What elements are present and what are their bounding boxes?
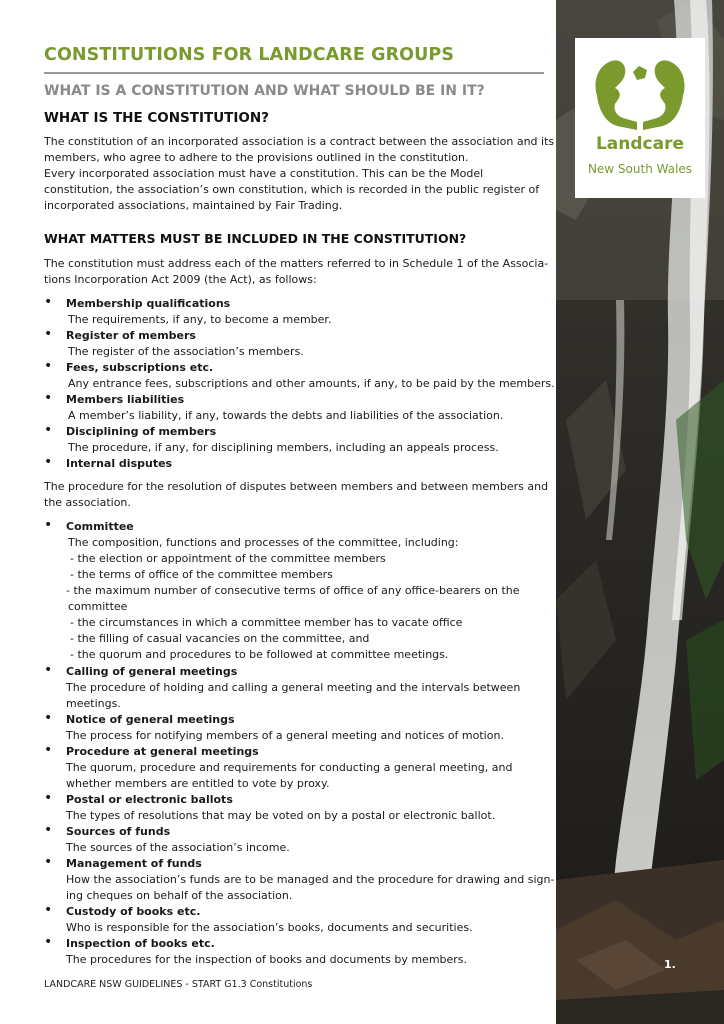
bullet-icon: •	[44, 294, 53, 310]
item-description: The types of resolutions that may be voted on by a postal or electronic ballot.	[66, 809, 496, 822]
item-description: Any entrance fees, subscriptions and other amounts, if any, to be paid by the members.	[68, 377, 555, 390]
bullet-icon: •	[44, 934, 53, 950]
item-label: Internal disputes	[66, 457, 173, 470]
item-label: Register of members	[66, 329, 196, 342]
committee-point: - the filling of casual vacancies on the committee, and	[70, 632, 370, 645]
item-label: Members liabilities	[66, 393, 185, 406]
item-label: Notice of general meetings	[66, 713, 235, 726]
paragraph-line: constitution, the association’s own constitution, which is recorded in the public register of	[44, 183, 540, 196]
item-description: The process for notifying members of a general meeting and notices of motion.	[66, 729, 504, 742]
paragraph-line: tions Incorporation Act 2009 (the Act), as follows:	[44, 273, 317, 286]
bullet-icon: •	[44, 517, 53, 533]
page-footer: LANDCARE NSW GUIDELINES - START G1.3 Constitutions	[44, 979, 313, 990]
committee-point: - the election or appointment of the committee members	[70, 552, 386, 565]
bullet-icon: •	[44, 326, 53, 342]
item-description: The quorum, procedure and requirements for conducting a general meeting, and	[66, 761, 513, 774]
item-description: whether members are entitled to vote by proxy.	[66, 777, 330, 790]
item-label: Committee	[66, 520, 134, 533]
item-description: The requirements, if any, to become a member.	[68, 313, 332, 326]
section-heading-what-is: WHAT IS THE CONSTITUTION?	[44, 110, 270, 126]
bullet-icon: •	[44, 822, 53, 838]
bullet-icon: •	[44, 662, 53, 678]
paragraph-line: The constitution of an incorporated association is a contract between the association and its	[44, 135, 555, 148]
item-description: A member’s liability, if any, towards the debts and liabilities of the association.	[68, 409, 504, 422]
paragraph-line: Every incorporated association must have a constitution. This can be the Model	[44, 167, 484, 180]
item-label: Management of funds	[66, 857, 202, 870]
page-subtitle: WHAT IS A CONSTITUTION AND WHAT SHOULD BE IN IT?	[44, 83, 485, 99]
bullet-icon: •	[44, 358, 53, 374]
item-description: The procedure of holding and calling a general meeting and the intervals between	[66, 681, 521, 694]
disputes-paragraph	[44, 479, 549, 511]
item-description: The procedure, if any, for disciplining members, including an appeals process.	[68, 441, 499, 454]
bullet-icon: •	[44, 790, 53, 806]
committee-point: - the circumstances in which a committee member has to vacate office	[70, 616, 463, 629]
bullet-icon: •	[44, 710, 53, 726]
paragraph-line: The constitution must address each of the matters referred to in Schedule 1 of the Associa-	[44, 257, 549, 270]
committee-point: - the terms of office of the committee members	[70, 568, 333, 581]
bullet-icon: •	[44, 454, 53, 470]
title-divider	[44, 72, 544, 74]
item-description: meetings.	[66, 697, 121, 710]
item-label: Postal or electronic ballots	[66, 793, 233, 806]
item-description: The register of the association’s members.	[68, 345, 304, 358]
bullet-icon: •	[44, 742, 53, 758]
item-description: The composition, functions and processes of the committee, including:	[68, 536, 459, 549]
landcare-logo	[575, 38, 705, 198]
page-title: CONSTITUTIONS FOR LANDCARE GROUPS	[44, 45, 455, 65]
committee-point: - the quorum and procedures to be followed at committee meetings.	[70, 648, 449, 661]
paragraph-line: members, who agree to adhere to the provisions outlined in the constitution.	[44, 151, 469, 164]
page-number: 1.	[664, 958, 676, 971]
item-label: Custody of books etc.	[66, 905, 201, 918]
item-label: Disciplining of members	[66, 425, 217, 438]
item-label: Membership qualifications	[66, 297, 231, 310]
bullet-icon: •	[44, 902, 53, 918]
item-description: The procedures for the inspection of books and documents by members.	[66, 953, 468, 966]
committee-point: committee	[68, 600, 128, 613]
hands-emblem-icon	[575, 38, 705, 143]
paragraph-line: incorporated associations, maintained by Fair Trading.	[44, 199, 343, 212]
committee-point: - the maximum number of consecutive terms of office of any office-bearers on the	[66, 584, 520, 597]
item-label: Inspection of books etc.	[66, 937, 215, 950]
item-description: How the association’s funds are to be managed and the procedure for drawing and sign-	[66, 873, 555, 886]
item-description: ing cheques on behalf of the association.	[66, 889, 293, 902]
paragraph-line: the association.	[44, 496, 131, 509]
section2-intro	[44, 256, 549, 288]
item-description: Who is responsible for the association’s books, documents and securities.	[66, 921, 473, 934]
paragraph-line: The procedure for the resolution of disputes between members and between members and	[44, 480, 549, 493]
logo-wordmark: Landcare	[595, 134, 685, 154]
item-description: The sources of the association’s income.	[66, 841, 290, 854]
bullet-icon: •	[44, 422, 53, 438]
item-label: Fees, subscriptions etc.	[66, 361, 214, 374]
logo-subtitle: New South Wales	[587, 162, 693, 176]
section-heading-matters: WHAT MATTERS MUST BE INCLUDED IN THE CONSTITUTION?	[44, 231, 467, 246]
item-label: Procedure at general meetings	[66, 745, 259, 758]
bullet-icon: •	[44, 390, 53, 406]
item-label: Sources of funds	[66, 825, 171, 838]
bullet-icon: •	[44, 854, 53, 870]
section1-paragraph	[44, 134, 555, 214]
item-label: Calling of general meetings	[66, 665, 238, 678]
